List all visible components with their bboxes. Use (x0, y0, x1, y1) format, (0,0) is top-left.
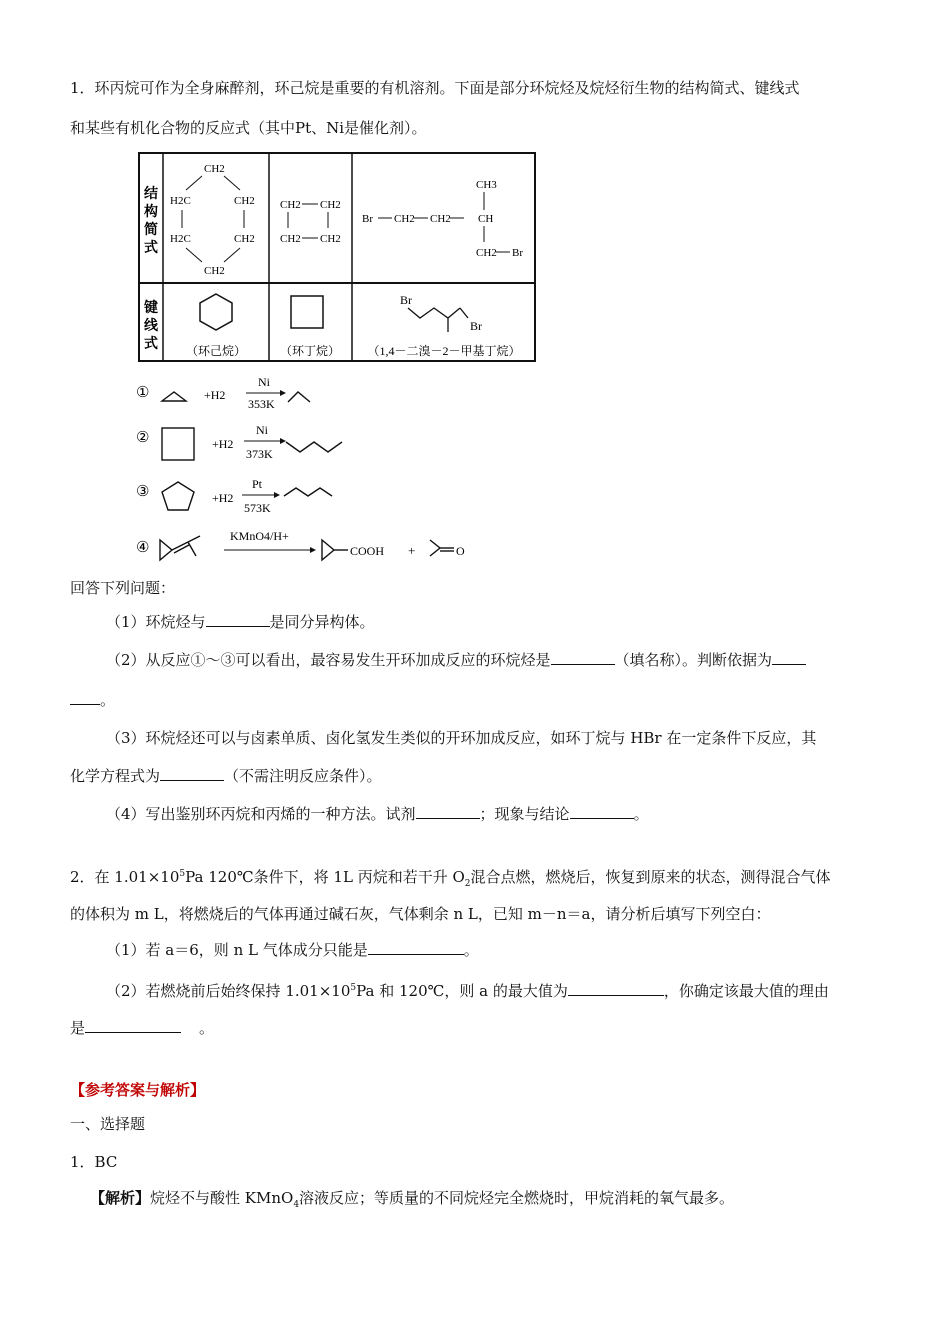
q1-sub2-cont: 。 (70, 690, 115, 710)
cyclobutane-name: （环丁烷） (279, 344, 341, 358)
svg-text:353K: 353K (248, 397, 275, 411)
row1-header-char: 简 (144, 223, 158, 238)
svg-text:H2C: H2C (170, 233, 191, 245)
svg-text:CH2: CH2 (204, 163, 225, 175)
cyclopropylidene-icon (160, 540, 172, 560)
dibromo-structure (362, 179, 523, 259)
answer-1-explanation: 【解析】烷烃不与酸性 KMnO$_4$溶液反应；等质量的不同烷烃完全燃烧时，甲烷消耗的氧气最多。 (90, 1189, 735, 1210)
svg-text:CH2: CH2 (204, 265, 225, 277)
answer-blank[interactable] (160, 766, 224, 781)
svg-text:+H2: +H2 (212, 437, 234, 451)
svg-text:Ni: Ni (258, 375, 270, 389)
svg-text:CH2: CH2 (320, 233, 341, 245)
q1-stem-line1: 1．环丙烷可作为全身麻醉剂，环己烷是重要的有机溶剂。下面是部分环烷烃及烷烃衍生物的结构简式、键线式 (70, 79, 800, 97)
q2-stem-line1: 2．在 $1.01\times 10^5Pa$ 120℃条件下，将 1L 丙烷和若干升 $O_2$混合点燃，燃烧后，恢复到原来的状态，测得混合气体 (70, 868, 831, 889)
butane-icon (286, 442, 342, 452)
svg-text:CH2: CH2 (280, 233, 301, 245)
cyclohexane-name: （环己烷） (185, 344, 247, 358)
q1-sub2: （2）从反应①～③可以看出，最容易发生开环加成反应的环烷烃是 （填名称）。判断依据为 (106, 650, 806, 670)
answer-1: 1．BC (70, 1153, 118, 1171)
svg-text:CH2: CH2 (234, 195, 255, 207)
reaction-4 (134, 528, 494, 568)
svg-text:②: ② (136, 430, 150, 446)
svg-text:Pt: Pt (252, 477, 263, 491)
answers-heading: 【参考答案与解析】 (70, 1081, 206, 1099)
answer-blank[interactable] (85, 1018, 181, 1033)
cyclobutane-icon (162, 428, 194, 460)
svg-text:CH3: CH3 (476, 179, 497, 191)
cyclopropane-icon (162, 392, 186, 401)
section-title: 一、选择题 (70, 1115, 146, 1133)
q1-prompt: 回答下列问题： (70, 579, 176, 597)
pentane-icon (284, 488, 332, 496)
structure-table (138, 152, 538, 364)
propane-icon (288, 392, 310, 402)
svg-text:373K: 373K (246, 447, 273, 461)
q1-sub3-line1: （3）环烷烃还可以与卤素单质、卤化氢发生类似的开环加成反应，如环丁烷与 HBr 在一定条件下反应，其 (106, 729, 817, 747)
svg-text:CH2: CH2 (234, 233, 255, 245)
svg-text:KMnO4/H+: KMnO4/H+ (230, 529, 289, 543)
svg-text:CH2: CH2 (394, 213, 415, 225)
q2-sub2: （2）若燃烧前后始终保持 $1.01\times 10^5Pa$ 和 120℃，则 a 的最大值为 ，你确定该最大值的理由 (106, 982, 829, 1000)
svg-text:Br: Br (512, 247, 523, 259)
answer-blank[interactable] (416, 804, 480, 819)
cyclohexane-structure (170, 163, 255, 277)
cyclopropyl-icon (322, 540, 334, 560)
svg-text:+: + (408, 543, 416, 558)
cyclobutane-structure (280, 199, 341, 245)
reaction-2 (134, 420, 374, 466)
svg-text:Br: Br (362, 213, 373, 225)
dibromo-skeletal (400, 293, 482, 333)
row2-header-char: 键 (144, 301, 158, 316)
svg-text:CH2: CH2 (430, 213, 451, 225)
svg-text:CH: CH (478, 213, 494, 225)
answer-blank[interactable] (772, 650, 806, 665)
q2-sub2-cont: 是 。 (70, 1019, 215, 1037)
answer-blank[interactable] (206, 612, 270, 627)
svg-text:CH2: CH2 (476, 247, 497, 259)
reaction-3 (134, 474, 374, 520)
row2-header-char: 式 (144, 337, 158, 352)
svg-text:Br: Br (470, 319, 482, 333)
svg-text:①: ① (136, 385, 150, 401)
answer-blank[interactable] (551, 650, 615, 665)
cyclohexane-skeletal (200, 294, 232, 330)
row1-header-char: 式 (144, 241, 158, 256)
q1-sub4: （4）写出鉴别环丙烷和丙烯的一种方法。试剂 ；现象与结论 。 (106, 805, 649, 823)
svg-text:O: O (456, 544, 465, 558)
svg-text:Br: Br (400, 293, 412, 307)
svg-text:COOH: COOH (350, 544, 385, 558)
answer-blank[interactable] (570, 804, 634, 819)
acetone-icon (430, 540, 440, 556)
dibromo-name: （1,4－二溴－2－甲基丁烷） (367, 344, 521, 358)
answer-blank[interactable] (70, 690, 100, 705)
q2-stem-line2: 的体积为 m L，将燃烧后的气体再通过碱石灰，气体剩余 n L，已知 m－n＝a，请分析后填写下列空白： (70, 905, 771, 923)
q1-sub1: （1）环烷烃与 是同分异构体。 (106, 613, 375, 631)
row1-header-char: 结 (144, 187, 158, 202)
answer-blank[interactable] (368, 940, 464, 955)
svg-text:④: ④ (136, 540, 150, 556)
q1-sub3-line2: 化学方程式为 （不需注明反应条件）。 (70, 767, 382, 785)
q1-stem-line2: 和某些有机化合物的反应式（其中Pt、Ni是催化剂）。 (70, 119, 427, 137)
svg-text:+H2: +H2 (212, 491, 234, 505)
row2-header-char: 线 (144, 319, 158, 334)
row1-header-char: 构 (144, 205, 158, 220)
cyclopentane-icon (162, 482, 194, 510)
svg-text:CH2: CH2 (280, 199, 301, 211)
q2-sub1: （1）若 a＝6，则 n L 气体成分只能是 。 (106, 941, 479, 959)
cyclobutane-skeletal (291, 296, 323, 328)
reaction-1 (134, 374, 374, 414)
answer-blank[interactable] (568, 981, 664, 996)
svg-text:CH2: CH2 (320, 199, 341, 211)
svg-text:+H2: +H2 (204, 388, 226, 402)
svg-text:③: ③ (136, 484, 150, 500)
svg-text:H2C: H2C (170, 195, 191, 207)
svg-text:Ni: Ni (256, 423, 268, 437)
svg-text:573K: 573K (244, 501, 271, 515)
